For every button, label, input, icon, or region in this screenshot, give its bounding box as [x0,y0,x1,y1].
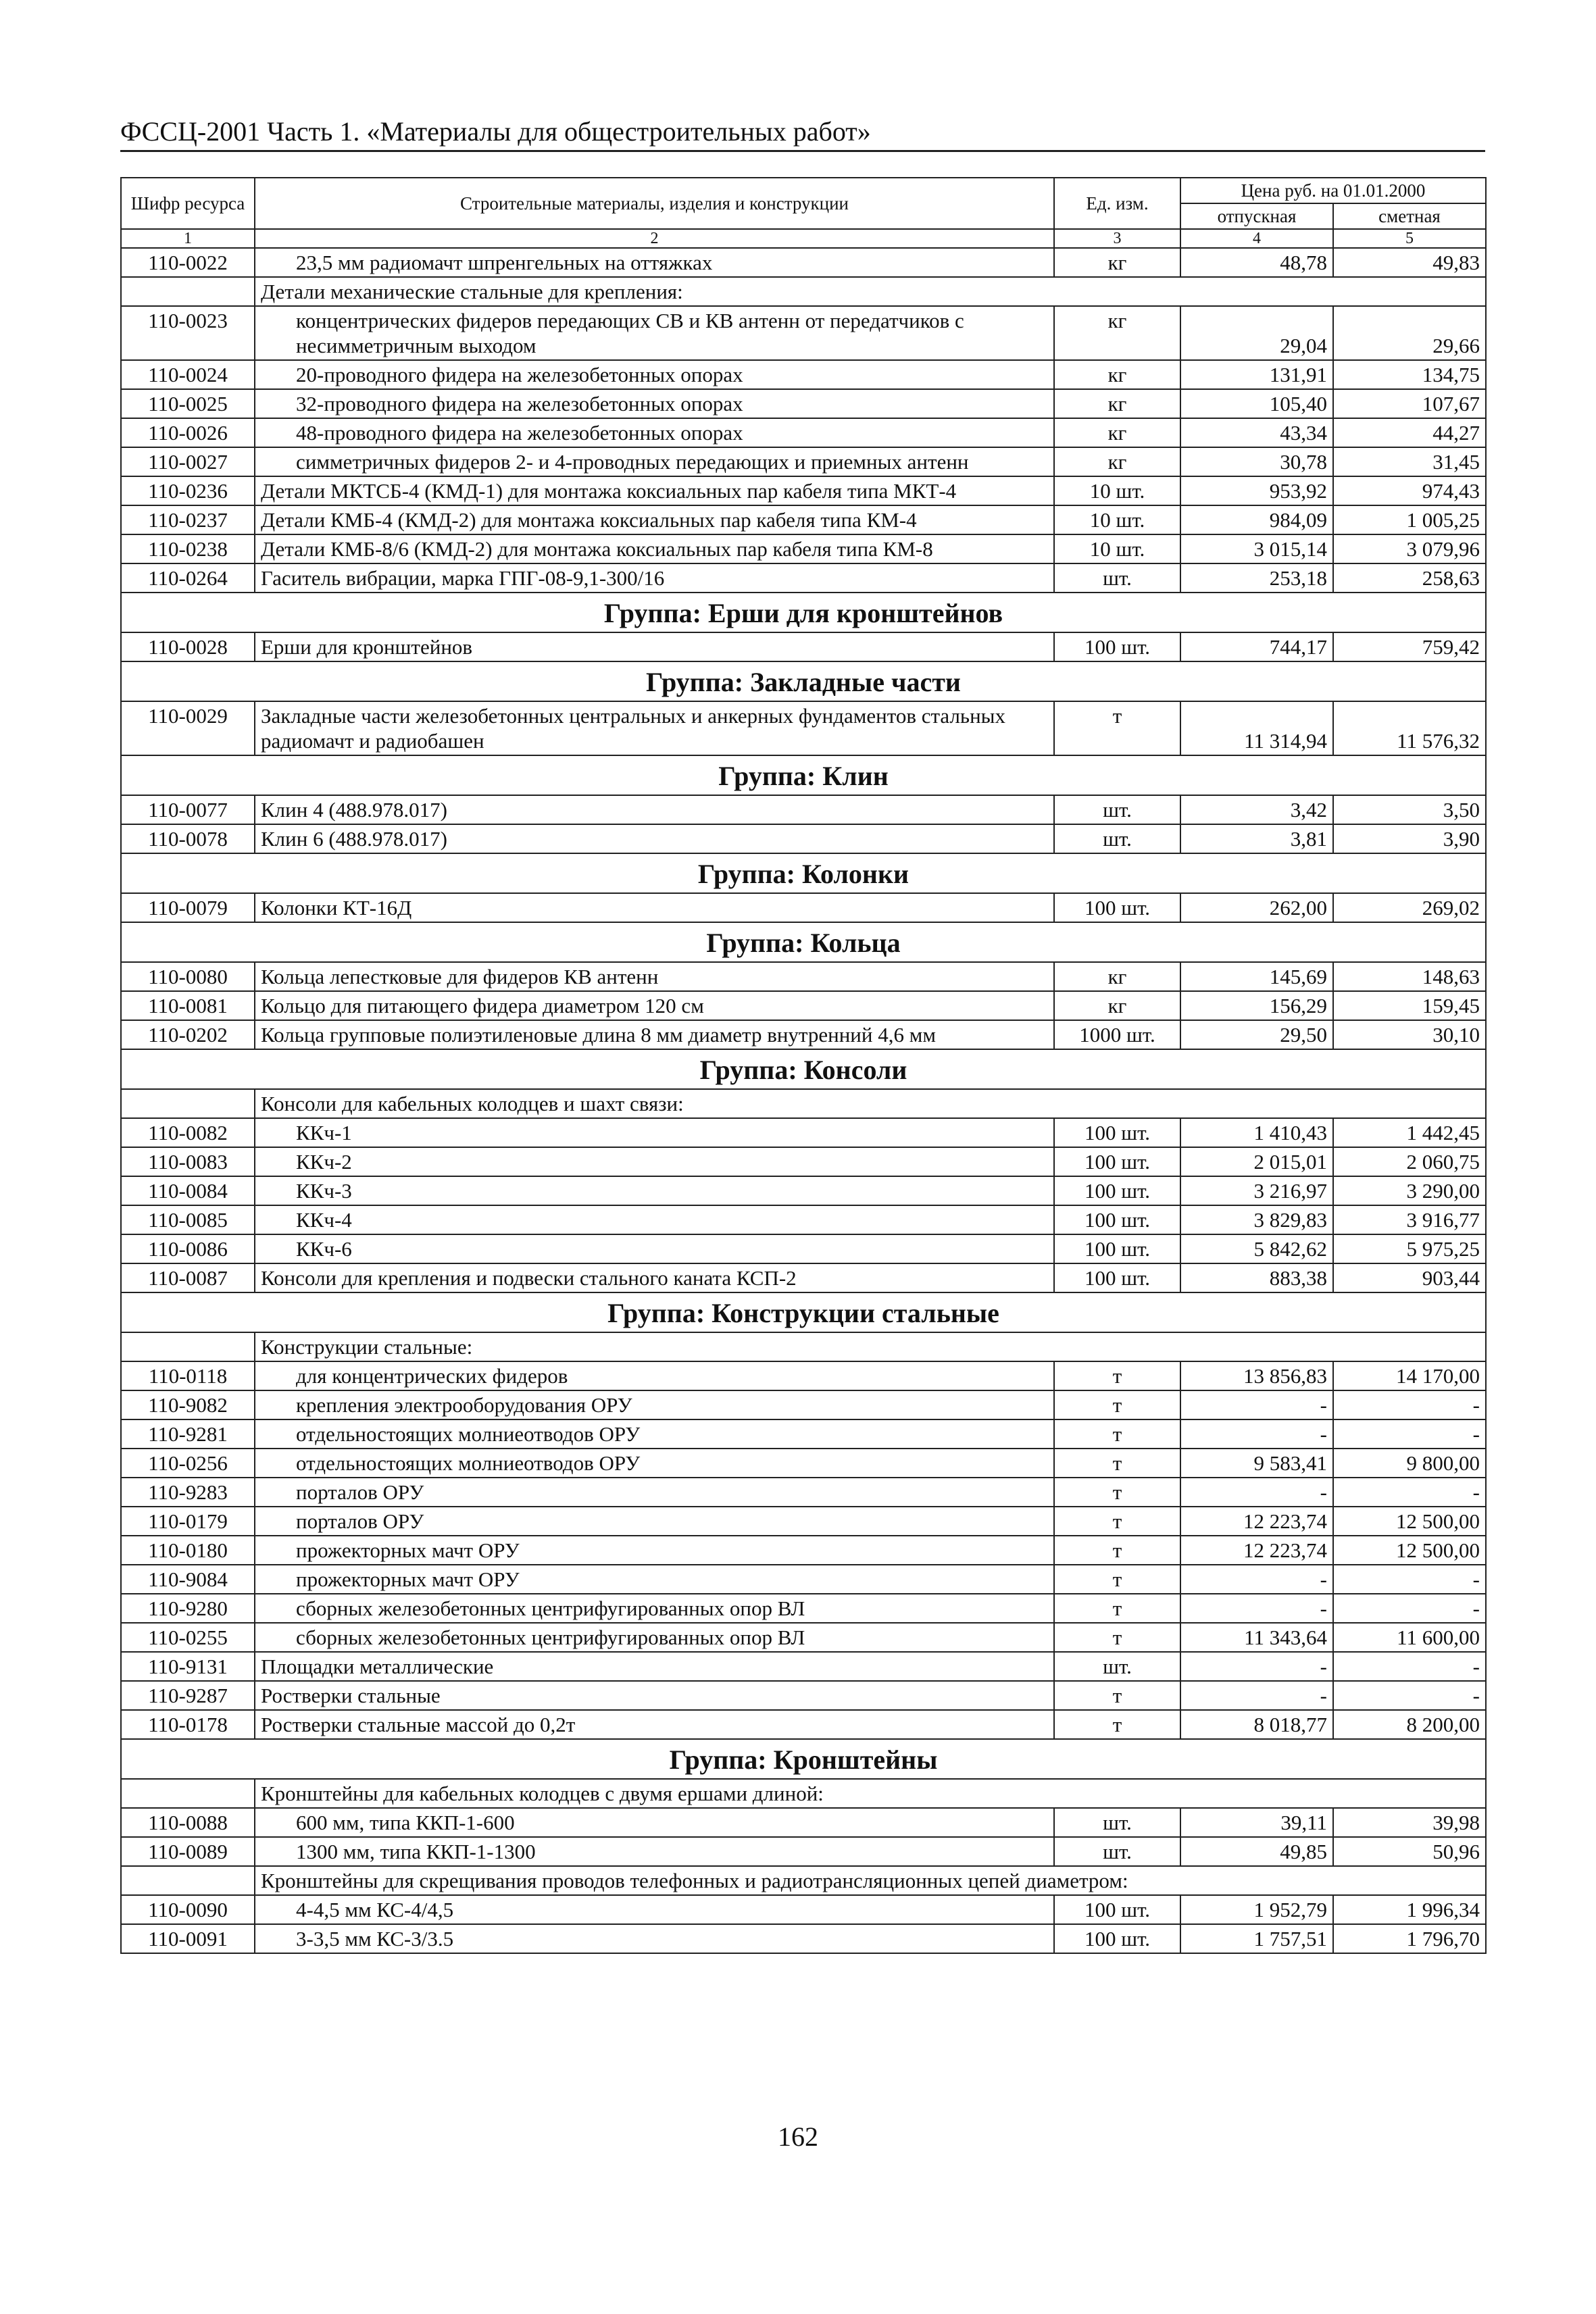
material-name: ККч-2 [255,1147,1054,1176]
resource-code: 110-0079 [121,893,255,922]
unit: шт. [1054,1808,1180,1837]
resource-code: 110-0025 [121,389,255,418]
unit: т [1054,1419,1180,1449]
release-price: 29,04 [1180,306,1333,360]
material-name: ККч-4 [255,1205,1054,1234]
column-number: 4 [1180,229,1333,248]
table-row [121,824,1486,853]
unit: 100 шт. [1054,1895,1180,1924]
material-name: ККч-6 [255,1234,1054,1263]
estimate-price: 974,43 [1333,476,1486,505]
document-title: ФССЦ-2001 Часть 1. «Материалы для общестроительных работ» [120,116,871,147]
estimate-price: 3,90 [1333,824,1486,853]
resource-code: 110-9287 [121,1681,255,1710]
estimate-price: 31,45 [1333,447,1486,476]
resource-code: 110-0080 [121,962,255,991]
unit: кг [1054,389,1180,418]
table-row [121,1536,1486,1565]
unit: т [1054,1478,1180,1507]
table-row [121,534,1486,563]
material-name: Ростверки стальные массой до 0,2т [255,1710,1054,1739]
subheading-row [121,1089,1486,1118]
material-name: прожекторных мачт ОРУ [255,1536,1054,1565]
release-price: 883,38 [1180,1263,1333,1292]
table-row [121,962,1486,991]
material-name: Площадки металлические [255,1652,1054,1681]
resource-code: 110-0255 [121,1623,255,1652]
group-heading-row [121,853,1486,893]
release-price: 3 015,14 [1180,534,1333,563]
resource-code: 110-0091 [121,1924,255,1953]
release-price: 43,34 [1180,418,1333,447]
release-price: 30,78 [1180,447,1333,476]
material-name: сборных железобетонных центрифугированных опор ВЛ [255,1623,1054,1652]
material-name: Закладные части железобетонных центральных и анкерных фундаментов стальных радиомачт и радиобашен [255,701,1054,755]
release-price: - [1180,1681,1333,1710]
release-price: - [1180,1478,1333,1507]
unit: 100 шт. [1054,1263,1180,1292]
column-number: 3 [1054,229,1180,248]
group-heading: Группа: Конструкции стальные [121,1292,1486,1332]
release-price: 1 952,79 [1180,1895,1333,1924]
material-name: Клин 6 (488.978.017) [255,824,1054,853]
resource-code: 110-0081 [121,991,255,1020]
resource-code: 110-0086 [121,1234,255,1263]
estimate-price: 3 290,00 [1333,1176,1486,1205]
table-row [121,418,1486,447]
release-price: 39,11 [1180,1808,1333,1837]
material-name: ККч-3 [255,1176,1054,1205]
resource-code: 110-0264 [121,563,255,593]
estimate-price: 8 200,00 [1333,1710,1486,1739]
subheading-text: Кронштейны для кабельных колодцев с двумя ершами длиной: [255,1779,1486,1808]
unit: 100 шт. [1054,1205,1180,1234]
estimate-price: 3 079,96 [1333,534,1486,563]
group-heading: Группа: Кольца [121,922,1486,962]
empty-cell [121,277,255,306]
table-row [121,563,1486,593]
group-heading: Группа: Консоли [121,1049,1486,1089]
unit: кг [1054,248,1180,277]
unit: шт. [1054,1652,1180,1681]
unit: т [1054,1681,1180,1710]
material-name: Детали КМБ-8/6 (КМД-2) для монтажа коксиальных пар кабеля типа КМ-8 [255,534,1054,563]
unit: т [1054,1594,1180,1623]
unit: т [1054,1361,1180,1390]
release-price: 262,00 [1180,893,1333,922]
resource-code: 110-0082 [121,1118,255,1147]
estimate-price: 269,02 [1333,893,1486,922]
material-name: 48-проводного фидера на железобетонных опорах [255,418,1054,447]
table-row [121,1147,1486,1176]
release-price: 29,50 [1180,1020,1333,1049]
resource-code: 110-0088 [121,1808,255,1837]
page-number: 162 [778,2121,818,2152]
estimate-price: 1 442,45 [1333,1118,1486,1147]
estimate-price: - [1333,1681,1486,1710]
material-name: порталов ОРУ [255,1507,1054,1536]
unit: 1000 шт. [1054,1020,1180,1049]
table-row [121,1361,1486,1390]
table-row [121,893,1486,922]
subheading-text: Конструкции стальные: [255,1332,1486,1361]
unit: 100 шт. [1054,1234,1180,1263]
estimate-price: 50,96 [1333,1837,1486,1866]
resource-code: 110-0084 [121,1176,255,1205]
estimate-price: 44,27 [1333,418,1486,447]
resource-code: 110-0078 [121,824,255,853]
estimate-price: 1 996,34 [1333,1895,1486,1924]
release-price: 984,09 [1180,505,1333,534]
estimate-price: 9 800,00 [1333,1449,1486,1478]
group-heading: Группа: Закладные части [121,661,1486,701]
estimate-price: 39,98 [1333,1808,1486,1837]
resource-code: 110-0089 [121,1837,255,1866]
empty-cell [121,1866,255,1895]
release-price: 12 223,74 [1180,1536,1333,1565]
material-name: 3-3,5 мм КС-3/3.5 [255,1924,1054,1953]
material-name: 23,5 мм радиомачт шпренгельных на оттяжках [255,248,1054,277]
table-row [121,1924,1486,1953]
resource-code: 110-0026 [121,418,255,447]
resource-code: 110-0256 [121,1449,255,1478]
estimate-price: - [1333,1565,1486,1594]
material-name: Консоли для крепления и подвески стального каната КСП-2 [255,1263,1054,1292]
estimate-price: 14 170,00 [1333,1361,1486,1390]
unit: 10 шт. [1054,534,1180,563]
material-name: Колонки КТ-16Д [255,893,1054,922]
table-row [121,360,1486,389]
estimate-price: 49,83 [1333,248,1486,277]
unit: 100 шт. [1054,632,1180,661]
table-row [121,1263,1486,1292]
release-price: 3,42 [1180,795,1333,824]
unit: 10 шт. [1054,505,1180,534]
col-name-header: Строительные материалы, изделия и конструкции [255,178,1054,229]
table-row [121,505,1486,534]
unit: т [1054,1710,1180,1739]
group-heading-row [121,755,1486,795]
material-name: Кольцо для питающего фидера диаметром 120 см [255,991,1054,1020]
release-price: 3,81 [1180,824,1333,853]
table-row [121,1507,1486,1536]
table-row [121,1176,1486,1205]
resource-code: 110-0202 [121,1020,255,1049]
empty-cell [121,1332,255,1361]
table-row [121,1837,1486,1866]
col-unit-header: Ед. изм. [1054,178,1180,229]
estimate-price: 148,63 [1333,962,1486,991]
group-heading-row [121,593,1486,632]
estimate-price: 12 500,00 [1333,1507,1486,1536]
col-estimate-price-header: сметная [1333,203,1486,229]
table-row [121,1020,1486,1049]
empty-cell [121,1089,255,1118]
unit: т [1054,1449,1180,1478]
material-name: Детали КМБ-4 (КМД-2) для монтажа коксиальных пар кабеля типа КМ-4 [255,505,1054,534]
release-price: 9 583,41 [1180,1449,1333,1478]
release-price: - [1180,1565,1333,1594]
estimate-price: 30,10 [1333,1020,1486,1049]
unit: т [1054,1390,1180,1419]
estimate-price: 11 600,00 [1333,1623,1486,1652]
estimate-price: - [1333,1478,1486,1507]
table-row [121,1565,1486,1594]
release-price: 5 842,62 [1180,1234,1333,1263]
unit: шт. [1054,1837,1180,1866]
table-row [121,1205,1486,1234]
estimate-price: - [1333,1652,1486,1681]
group-heading-row [121,1292,1486,1332]
table-row [121,991,1486,1020]
material-name: порталов ОРУ [255,1478,1054,1507]
release-price: 105,40 [1180,389,1333,418]
release-price: 156,29 [1180,991,1333,1020]
unit: т [1054,1507,1180,1536]
estimate-price: 29,66 [1333,306,1486,360]
unit: кг [1054,360,1180,389]
subheading-row [121,1866,1486,1895]
resource-code: 110-0179 [121,1507,255,1536]
material-name: Ростверки стальные [255,1681,1054,1710]
material-name: ККч-1 [255,1118,1054,1147]
empty-cell [121,1779,255,1808]
release-price: 48,78 [1180,248,1333,277]
estimate-price: 258,63 [1333,563,1486,593]
estimate-price: 5 975,25 [1333,1234,1486,1263]
unit: т [1054,701,1180,755]
unit: шт. [1054,563,1180,593]
release-price: 145,69 [1180,962,1333,991]
table-row [121,1478,1486,1507]
estimate-price: - [1333,1594,1486,1623]
resource-code: 110-9281 [121,1419,255,1449]
unit: 100 шт. [1054,1147,1180,1176]
release-price: 12 223,74 [1180,1507,1333,1536]
group-heading: Группа: Ерши для кронштейнов [121,593,1486,632]
column-number-row [121,229,1486,248]
resource-code: 110-0178 [121,1710,255,1739]
material-name: Ерши для кронштейнов [255,632,1054,661]
estimate-price: 3 916,77 [1333,1205,1486,1234]
unit: кг [1054,306,1180,360]
estimate-price: 3,50 [1333,795,1486,824]
col-code-header: Шифр ресурса [121,178,255,229]
unit: шт. [1054,824,1180,853]
unit: 100 шт. [1054,1924,1180,1953]
resource-code: 110-0027 [121,447,255,476]
group-heading-row [121,922,1486,962]
price-table [120,177,1487,1954]
table-row [121,1681,1486,1710]
table-row [121,1808,1486,1837]
table-row [121,1623,1486,1652]
estimate-price: 1 005,25 [1333,505,1486,534]
table-row [121,1652,1486,1681]
unit: 100 шт. [1054,893,1180,922]
group-heading-row [121,1049,1486,1089]
table-row [121,1390,1486,1419]
subheading-row [121,1332,1486,1361]
group-heading: Группа: Клин [121,755,1486,795]
material-name: Кольца лепестковые для фидеров КВ антенн [255,962,1054,991]
release-price: 131,91 [1180,360,1333,389]
material-name: Гаситель вибрации, марка ГПГ-08-9,1-300/16 [255,563,1054,593]
unit: шт. [1054,795,1180,824]
unit: т [1054,1536,1180,1565]
resource-code: 110-0238 [121,534,255,563]
release-price: - [1180,1390,1333,1419]
group-heading: Группа: Кронштейны [121,1739,1486,1779]
estimate-price: 1 796,70 [1333,1924,1486,1953]
estimate-price: 159,45 [1333,991,1486,1020]
material-name: 600 мм, типа ККП-1-600 [255,1808,1054,1837]
estimate-price: 2 060,75 [1333,1147,1486,1176]
material-name: отдельностоящих молниеотводов ОРУ [255,1419,1054,1449]
release-price: 2 015,01 [1180,1147,1333,1176]
unit: 100 шт. [1054,1176,1180,1205]
resource-code: 110-0028 [121,632,255,661]
release-price: 49,85 [1180,1837,1333,1866]
resource-code: 110-0083 [121,1147,255,1176]
subheading-text: Консоли для кабельных колодцев и шахт связи: [255,1089,1486,1118]
release-price: 3 829,83 [1180,1205,1333,1234]
table-row [121,795,1486,824]
column-number: 1 [121,229,255,248]
resource-code: 110-0180 [121,1536,255,1565]
unit: кг [1054,991,1180,1020]
group-heading: Группа: Колонки [121,853,1486,893]
resource-code: 110-0022 [121,248,255,277]
table-row [121,1449,1486,1478]
release-price: 1 410,43 [1180,1118,1333,1147]
resource-code: 110-0024 [121,360,255,389]
release-price: 953,92 [1180,476,1333,505]
release-price: 11 343,64 [1180,1623,1333,1652]
table-row [121,632,1486,661]
column-number: 5 [1333,229,1486,248]
estimate-price: 759,42 [1333,632,1486,661]
table-row [121,248,1486,277]
material-name: 32-проводного фидера на железобетонных опорах [255,389,1054,418]
release-price: 744,17 [1180,632,1333,661]
estimate-price: - [1333,1390,1486,1419]
resource-code: 110-9084 [121,1565,255,1594]
unit: кг [1054,447,1180,476]
estimate-price: 903,44 [1333,1263,1486,1292]
column-number: 2 [255,229,1054,248]
table-body [121,248,1486,1953]
estimate-price: - [1333,1419,1486,1449]
unit: т [1054,1565,1180,1594]
resource-code: 110-9280 [121,1594,255,1623]
release-price: 1 757,51 [1180,1924,1333,1953]
page-header [120,115,1485,152]
subheading-row [121,1779,1486,1808]
group-heading-row [121,1739,1486,1779]
resource-code: 110-0236 [121,476,255,505]
material-name: концентрических фидеров передающих СВ и КВ антенн от передатчиков с несимметричным выходом [255,306,1054,360]
col-price-header: Цена руб. на 01.01.2000 [1180,178,1486,203]
release-price: 8 018,77 [1180,1710,1333,1739]
material-name: Клин 4 (488.978.017) [255,795,1054,824]
estimate-price: 134,75 [1333,360,1486,389]
subheading-row [121,277,1486,306]
unit: кг [1054,962,1180,991]
table-row [121,1234,1486,1263]
resource-code: 110-0023 [121,306,255,360]
release-price: - [1180,1652,1333,1681]
unit: т [1054,1623,1180,1652]
material-name: для концентрических фидеров [255,1361,1054,1390]
resource-code: 110-0077 [121,795,255,824]
table-row [121,701,1486,755]
material-name: сборных железобетонных центрифугированных опор ВЛ [255,1594,1054,1623]
estimate-price: 11 576,32 [1333,701,1486,755]
material-name: крепления электрооборудования ОРУ [255,1390,1054,1419]
release-price: 13 856,83 [1180,1361,1333,1390]
table-row [121,1419,1486,1449]
material-name: отдельностоящих молниеотводов ОРУ [255,1449,1054,1478]
resource-code: 110-9131 [121,1652,255,1681]
release-price: 11 314,94 [1180,701,1333,755]
table-row [121,447,1486,476]
material-name: Кольца групповые полиэтиленовые длина 8 мм диаметр внутренний 4,6 мм [255,1020,1054,1049]
unit: 100 шт. [1054,1118,1180,1147]
release-price: - [1180,1594,1333,1623]
resource-code: 110-0090 [121,1895,255,1924]
table-row [121,1594,1486,1623]
table-row [121,476,1486,505]
resource-code: 110-9082 [121,1390,255,1419]
resource-code: 110-0237 [121,505,255,534]
material-name: Детали МКТСБ-4 (КМД-1) для монтажа коксиальных пар кабеля типа МКТ-4 [255,476,1054,505]
resource-code: 110-9283 [121,1478,255,1507]
col-release-price-header: отпускная [1180,203,1333,229]
table-header [121,178,1486,248]
group-heading-row [121,661,1486,701]
table-row [121,389,1486,418]
resource-code: 110-0118 [121,1361,255,1390]
resource-code: 110-0087 [121,1263,255,1292]
resource-code: 110-0085 [121,1205,255,1234]
material-name: прожекторных мачт ОРУ [255,1565,1054,1594]
unit: кг [1054,418,1180,447]
release-price: 3 216,97 [1180,1176,1333,1205]
material-name: 20-проводного фидера на железобетонных опорах [255,360,1054,389]
subheading-text: Кронштейны для скрещивания проводов телефонных и радиотрансляционных цепей диаметром: [255,1866,1486,1895]
table-row [121,306,1486,360]
table-row [121,1710,1486,1739]
release-price: 253,18 [1180,563,1333,593]
estimate-price: 107,67 [1333,389,1486,418]
resource-code: 110-0029 [121,701,255,755]
material-name: 4-4,5 мм КС-4/4,5 [255,1895,1054,1924]
release-price: - [1180,1419,1333,1449]
subheading-text: Детали механические стальные для крепления: [255,277,1486,306]
table-row [121,1118,1486,1147]
estimate-price: 12 500,00 [1333,1536,1486,1565]
table-row [121,1895,1486,1924]
material-name: 1300 мм, типа ККП-1-1300 [255,1837,1054,1866]
unit: 10 шт. [1054,476,1180,505]
material-name: симметричных фидеров 2- и 4-проводных передающих и приемных антенн [255,447,1054,476]
